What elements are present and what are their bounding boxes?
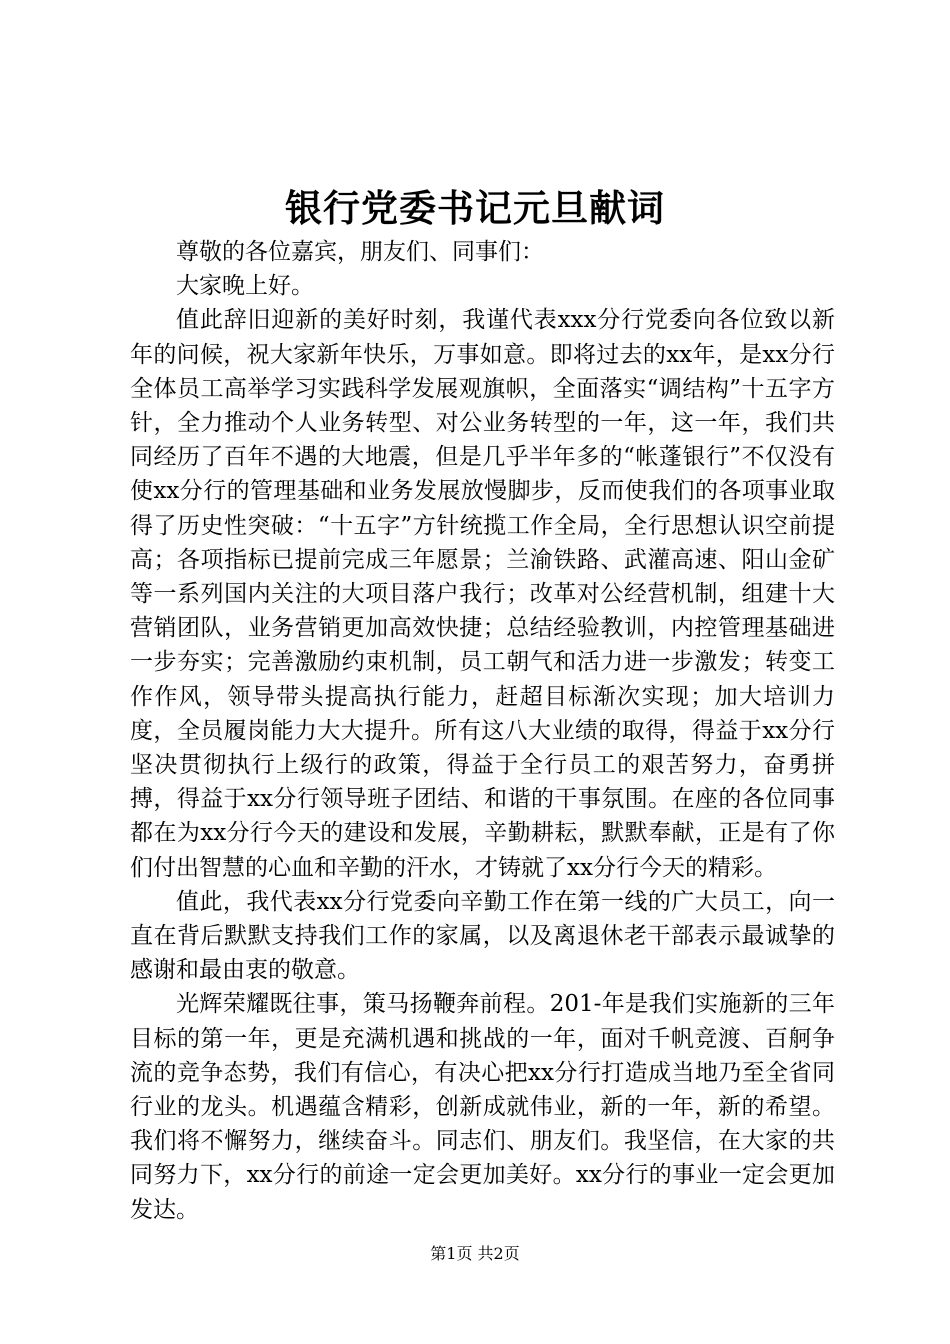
body-paragraph-outlook: 光辉荣耀既往事，策马扬鞭奔前程。201-年是我们实施新的三年目标的第一年，更是充满机遇和挑战的一年，面对千帆竞渡、百舸争流的竞争态势，我们有信心，有决心把xx分行打造成当地乃至全省同行业的龙头。机遇蕴含精彩，创新成就伟业，新的一年，新的希望。我们将不懈努力，继续奋斗。同志们、朋友们。我坚信，在大家的共同努力下，xx分行的前途一定会更加美好。xx分行的事业一定会更加发达。 [130, 991, 835, 1223]
greeting-paragraph: 大家晚上好。 [176, 273, 314, 300]
page-footer: 第1页 共2页 [430, 1244, 520, 1263]
body-paragraph-achievements: 值此辞旧迎新的美好时刻，我谨代表xxx分行党委向各位致以新年的问候，祝大家新年快乐，万事如意。即将过去的xx年，是xx分行全体员工高举学习实践科学发展观旗帜，全面落实“调结构”十五字方针，全力推动个人业务转型、对公业务转型的一年，这一年，我们共同经历了百年不遇的大地震，但是几乎半年多的“帐蓬银行”不仅没有使xx分行的管理基础和业务发展放慢脚步，反而使我们的各项事业取得了历史性突破：“十五字”方针统揽工作全局，全行思想认识空前提高；各项指标已提前完成三年愿景；兰渝铁路、武灌高速、阳山金矿等一系列国内关注的大项目落户我行；改革对公经营机制，组建十大营销团队，业务营销更加高效快捷；总结经验教训，内控管理基础进一步夯实；完善激励约束机制，员工朝气和活力进一步激发；转变工作作风，领导带头提高执行能力，赶超目标渐次实现；加大培训力度，全员履岗能力大大提升。所有这八大业绩的取得，得益于xx分行坚决贯彻执行上级行的政策，得益于全行员工的艰苦努力，奋勇拼搏，得益于xx分行领导班子团结、和谐的干事氛围。在座的各位同事都在为xx分行今天的建设和发展，辛勤耕耘，默默奉献，正是有了你们付出智慧的心血和辛勤的汗水，才铸就了xx分行今天的精彩。 [130, 307, 835, 881]
salutation-paragraph: 尊敬的各位嘉宾，朋友们、同事们： [176, 239, 544, 265]
document-body [130, 235, 835, 1227]
document-title: 银行党委书记元旦献词 [285, 186, 665, 230]
body-paragraph-thanks: 值此，我代表xx分行党委向辛勤工作在第一线的广大员工，向一直在背后默默支持我们工作的家属，以及离退休老干部表示最诚挚的感谢和最由衷的敬意。 [130, 888, 835, 984]
